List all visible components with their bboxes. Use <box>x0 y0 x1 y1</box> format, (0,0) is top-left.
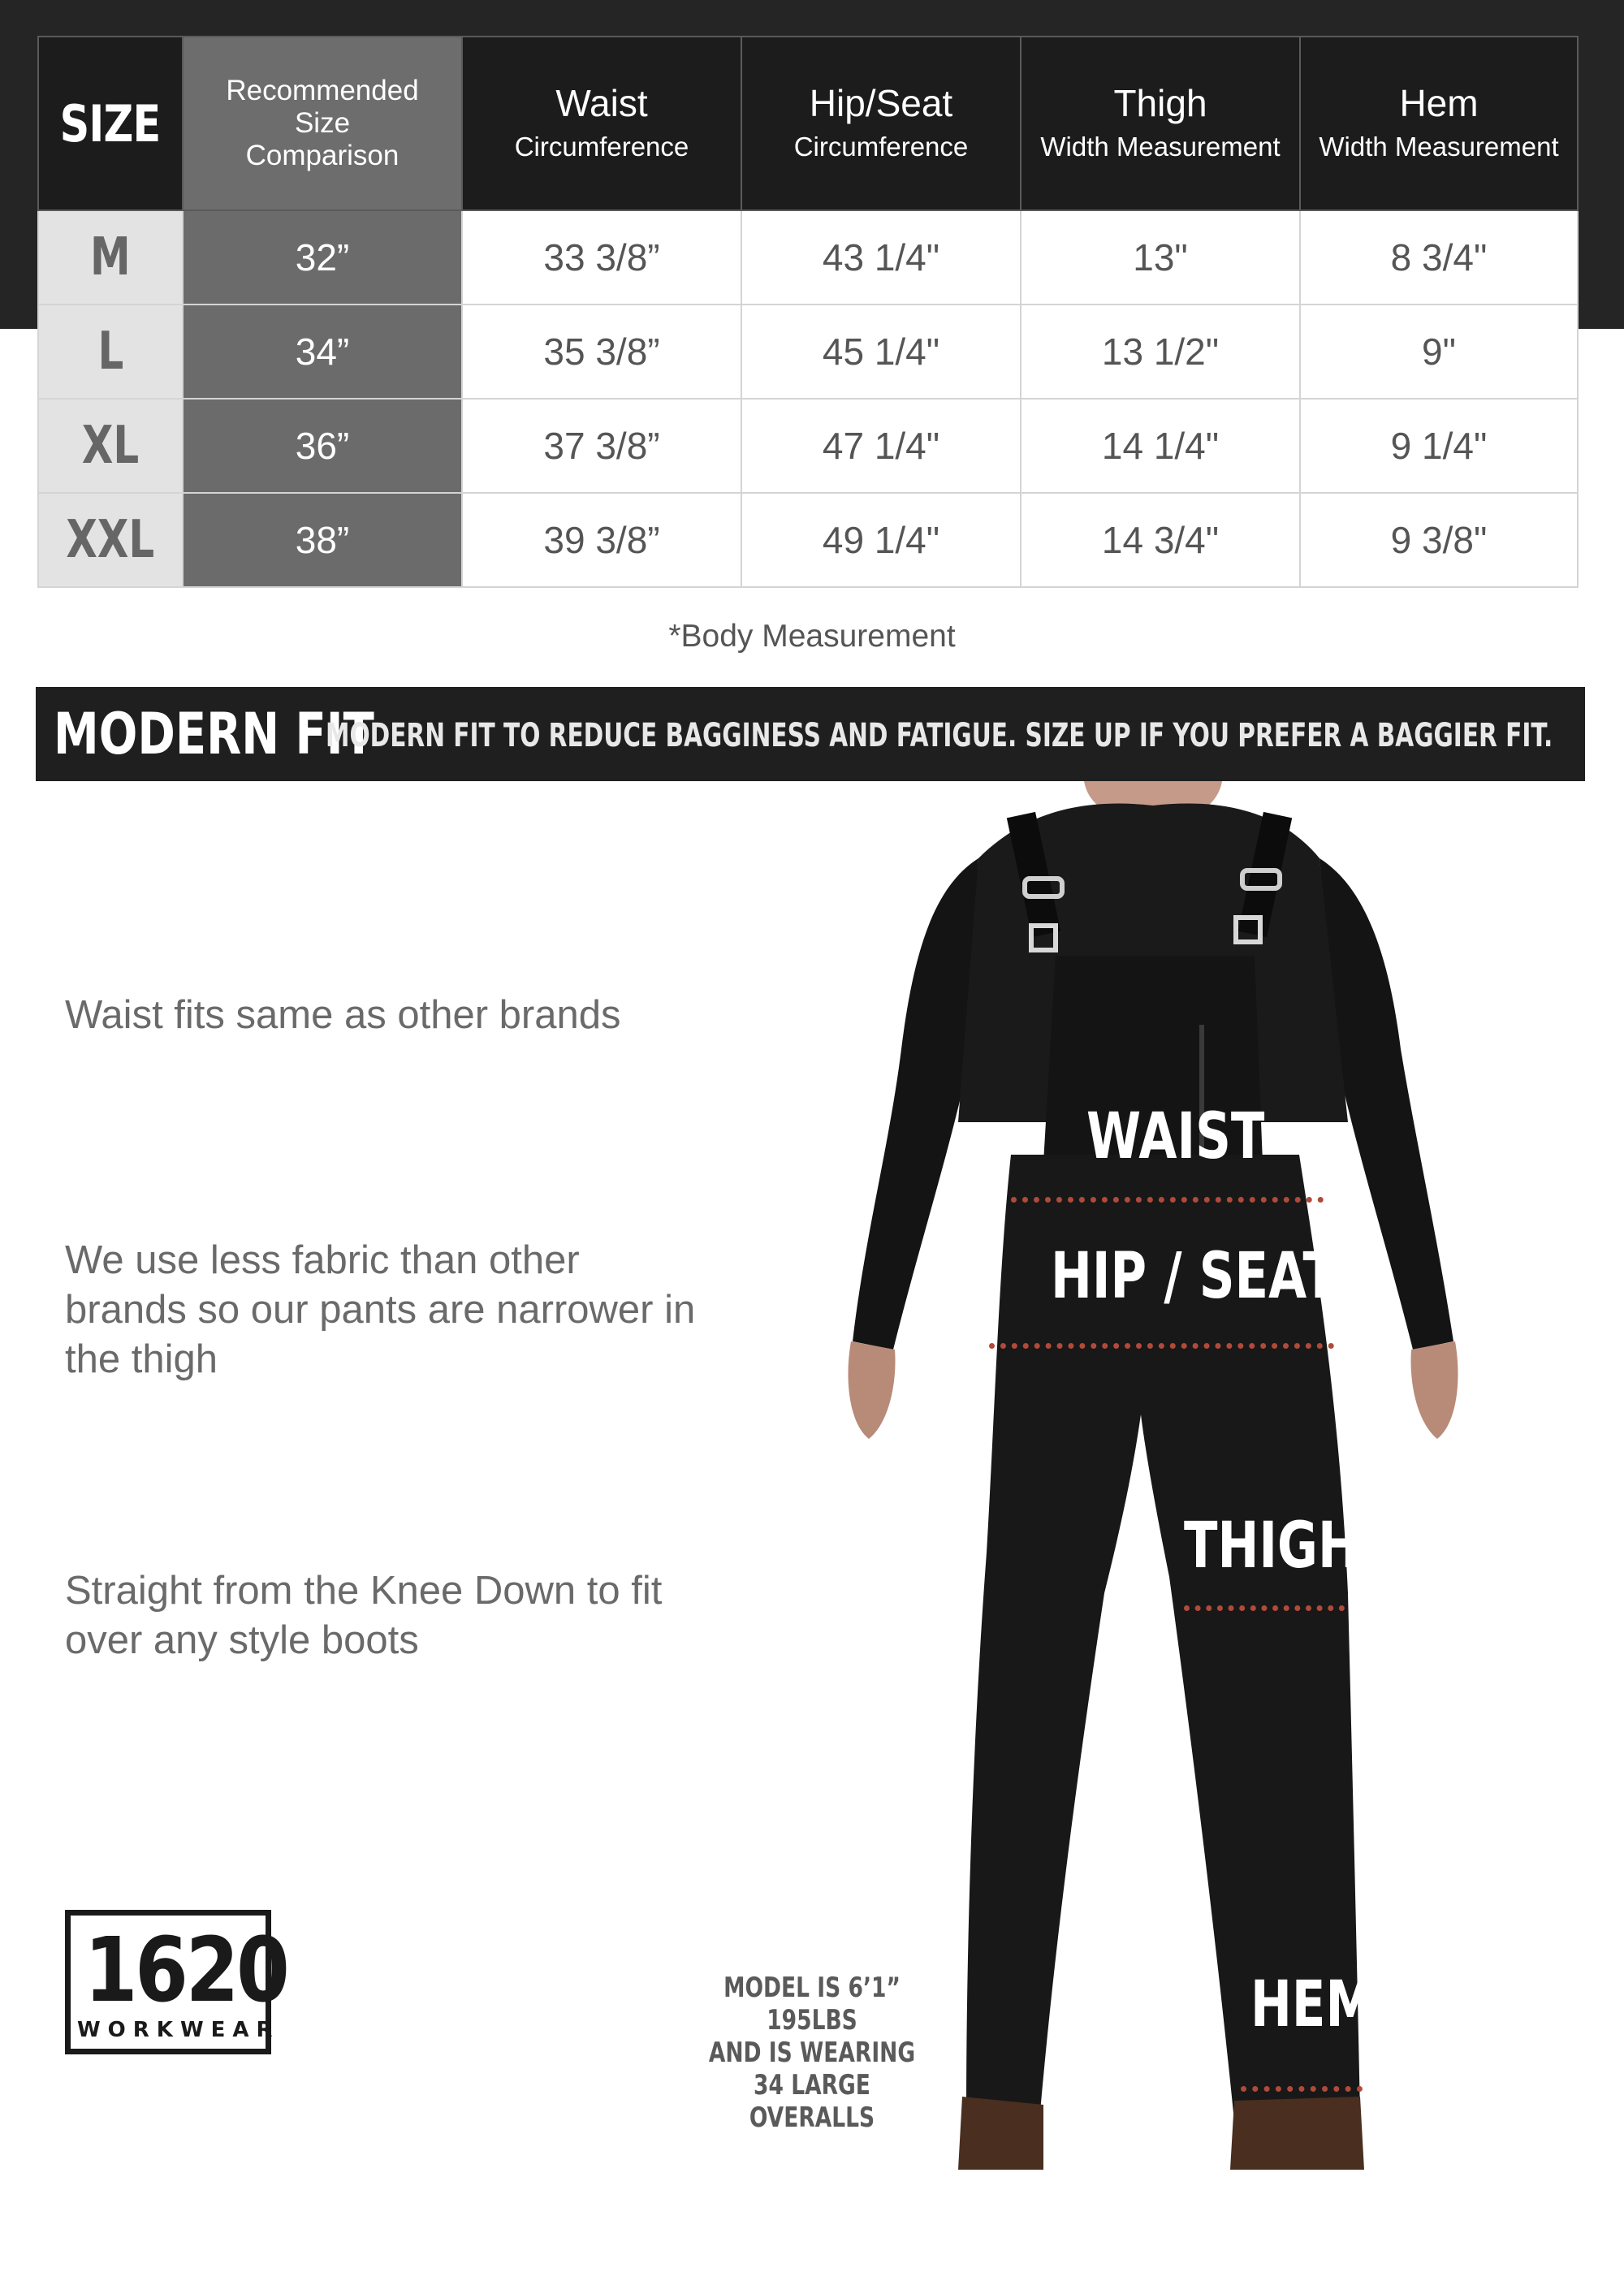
waist-cell: 39 3/8” <box>462 493 741 587</box>
modern-fit-banner <box>36 687 1585 781</box>
logo-wordmark: WORKWEAR <box>77 2018 280 2042</box>
model-figure <box>812 781 1494 2170</box>
size-cell: XXL <box>38 493 183 587</box>
hip-seat-cell: 47 1/4" <box>741 399 1021 493</box>
waist-measure-line <box>1011 1197 1324 1203</box>
recommended-size-cell: 32” <box>183 210 462 305</box>
thigh-figure-label: THIGH <box>1184 1510 1359 1583</box>
waist-cell: 35 3/8” <box>462 305 741 399</box>
hem-cell: 9" <box>1300 305 1578 399</box>
hip-seat-figure-label: HIP / SEAT <box>1051 1240 1337 1313</box>
recommended-size-cell: 34” <box>183 305 462 399</box>
hem-cell: 8 3/4" <box>1300 210 1578 305</box>
banner-description: MODERN FIT TO REDUCE BAGGINESS AND FATIGUE. SIZE UP IF YOU PREFER A BAGGIER FIT. <box>325 717 1553 754</box>
waist-fit-note: Waist fits same as other brands <box>65 993 621 1037</box>
thigh-cell: 14 1/4" <box>1021 399 1300 493</box>
logo-number: 1620 <box>84 1918 287 2022</box>
hip-seat-cell: 45 1/4" <box>741 305 1021 399</box>
table-row <box>38 493 1578 587</box>
thigh-cell: 13 1/2" <box>1021 305 1300 399</box>
hem-cell: 9 1/4" <box>1300 399 1578 493</box>
waist-cell: 33 3/8” <box>462 210 741 305</box>
recommended-size-cell: 36” <box>183 399 462 493</box>
table-row <box>38 210 1578 305</box>
size-chart-table <box>37 36 1579 588</box>
size-cell: XL <box>38 399 183 493</box>
size-cell: M <box>38 210 183 305</box>
body-measurement-footnote: *Body Measurement <box>668 619 956 654</box>
hip-seat-cell: 49 1/4" <box>741 493 1021 587</box>
model-info-note: MODEL IS 6’1” 195LBS AND IS WEARING 34 LARGE OVERALLS <box>708 1972 916 2134</box>
waist-figure-label: WAIST <box>1086 1100 1265 1173</box>
waist-column-header: Waist Circumference <box>462 37 741 210</box>
size-cell: L <box>38 305 183 399</box>
hip-seat-column-header: Hip/Seat Circumference <box>741 37 1021 210</box>
table-row <box>38 305 1578 399</box>
thigh-cell: 13" <box>1021 210 1300 305</box>
banner-title: MODERN FIT <box>54 701 374 767</box>
knee-fit-note: Straight from the Knee Down to fit over any style boots <box>65 1569 663 1662</box>
hip-seat-measure-line <box>989 1343 1334 1349</box>
hem-cell: 9 3/8" <box>1300 493 1578 587</box>
recommended-size-header: Recommended Size Comparison <box>183 37 462 210</box>
hem-measure-line <box>1241 2086 1363 2092</box>
thigh-fit-note: We use less fabric than other brands so our pants are narrower in the thigh <box>65 1238 696 1381</box>
thigh-measure-line <box>1184 1605 1345 1611</box>
hem-column-header: Hem Width Measurement <box>1300 37 1578 210</box>
table-row <box>38 399 1578 493</box>
thigh-column-header: Thigh Width Measurement <box>1021 37 1300 210</box>
size-column-header: SIZE <box>38 37 183 210</box>
thigh-cell: 14 3/4" <box>1021 493 1300 587</box>
hip-seat-cell: 43 1/4" <box>741 210 1021 305</box>
table-header-row <box>38 37 1578 210</box>
recommended-size-cell: 38” <box>183 493 462 587</box>
model-wearing-overalls-image <box>812 781 1494 2170</box>
waist-cell: 37 3/8” <box>462 399 741 493</box>
brand-logo <box>65 1910 287 2054</box>
hem-figure-label: HEM <box>1250 1968 1376 2041</box>
